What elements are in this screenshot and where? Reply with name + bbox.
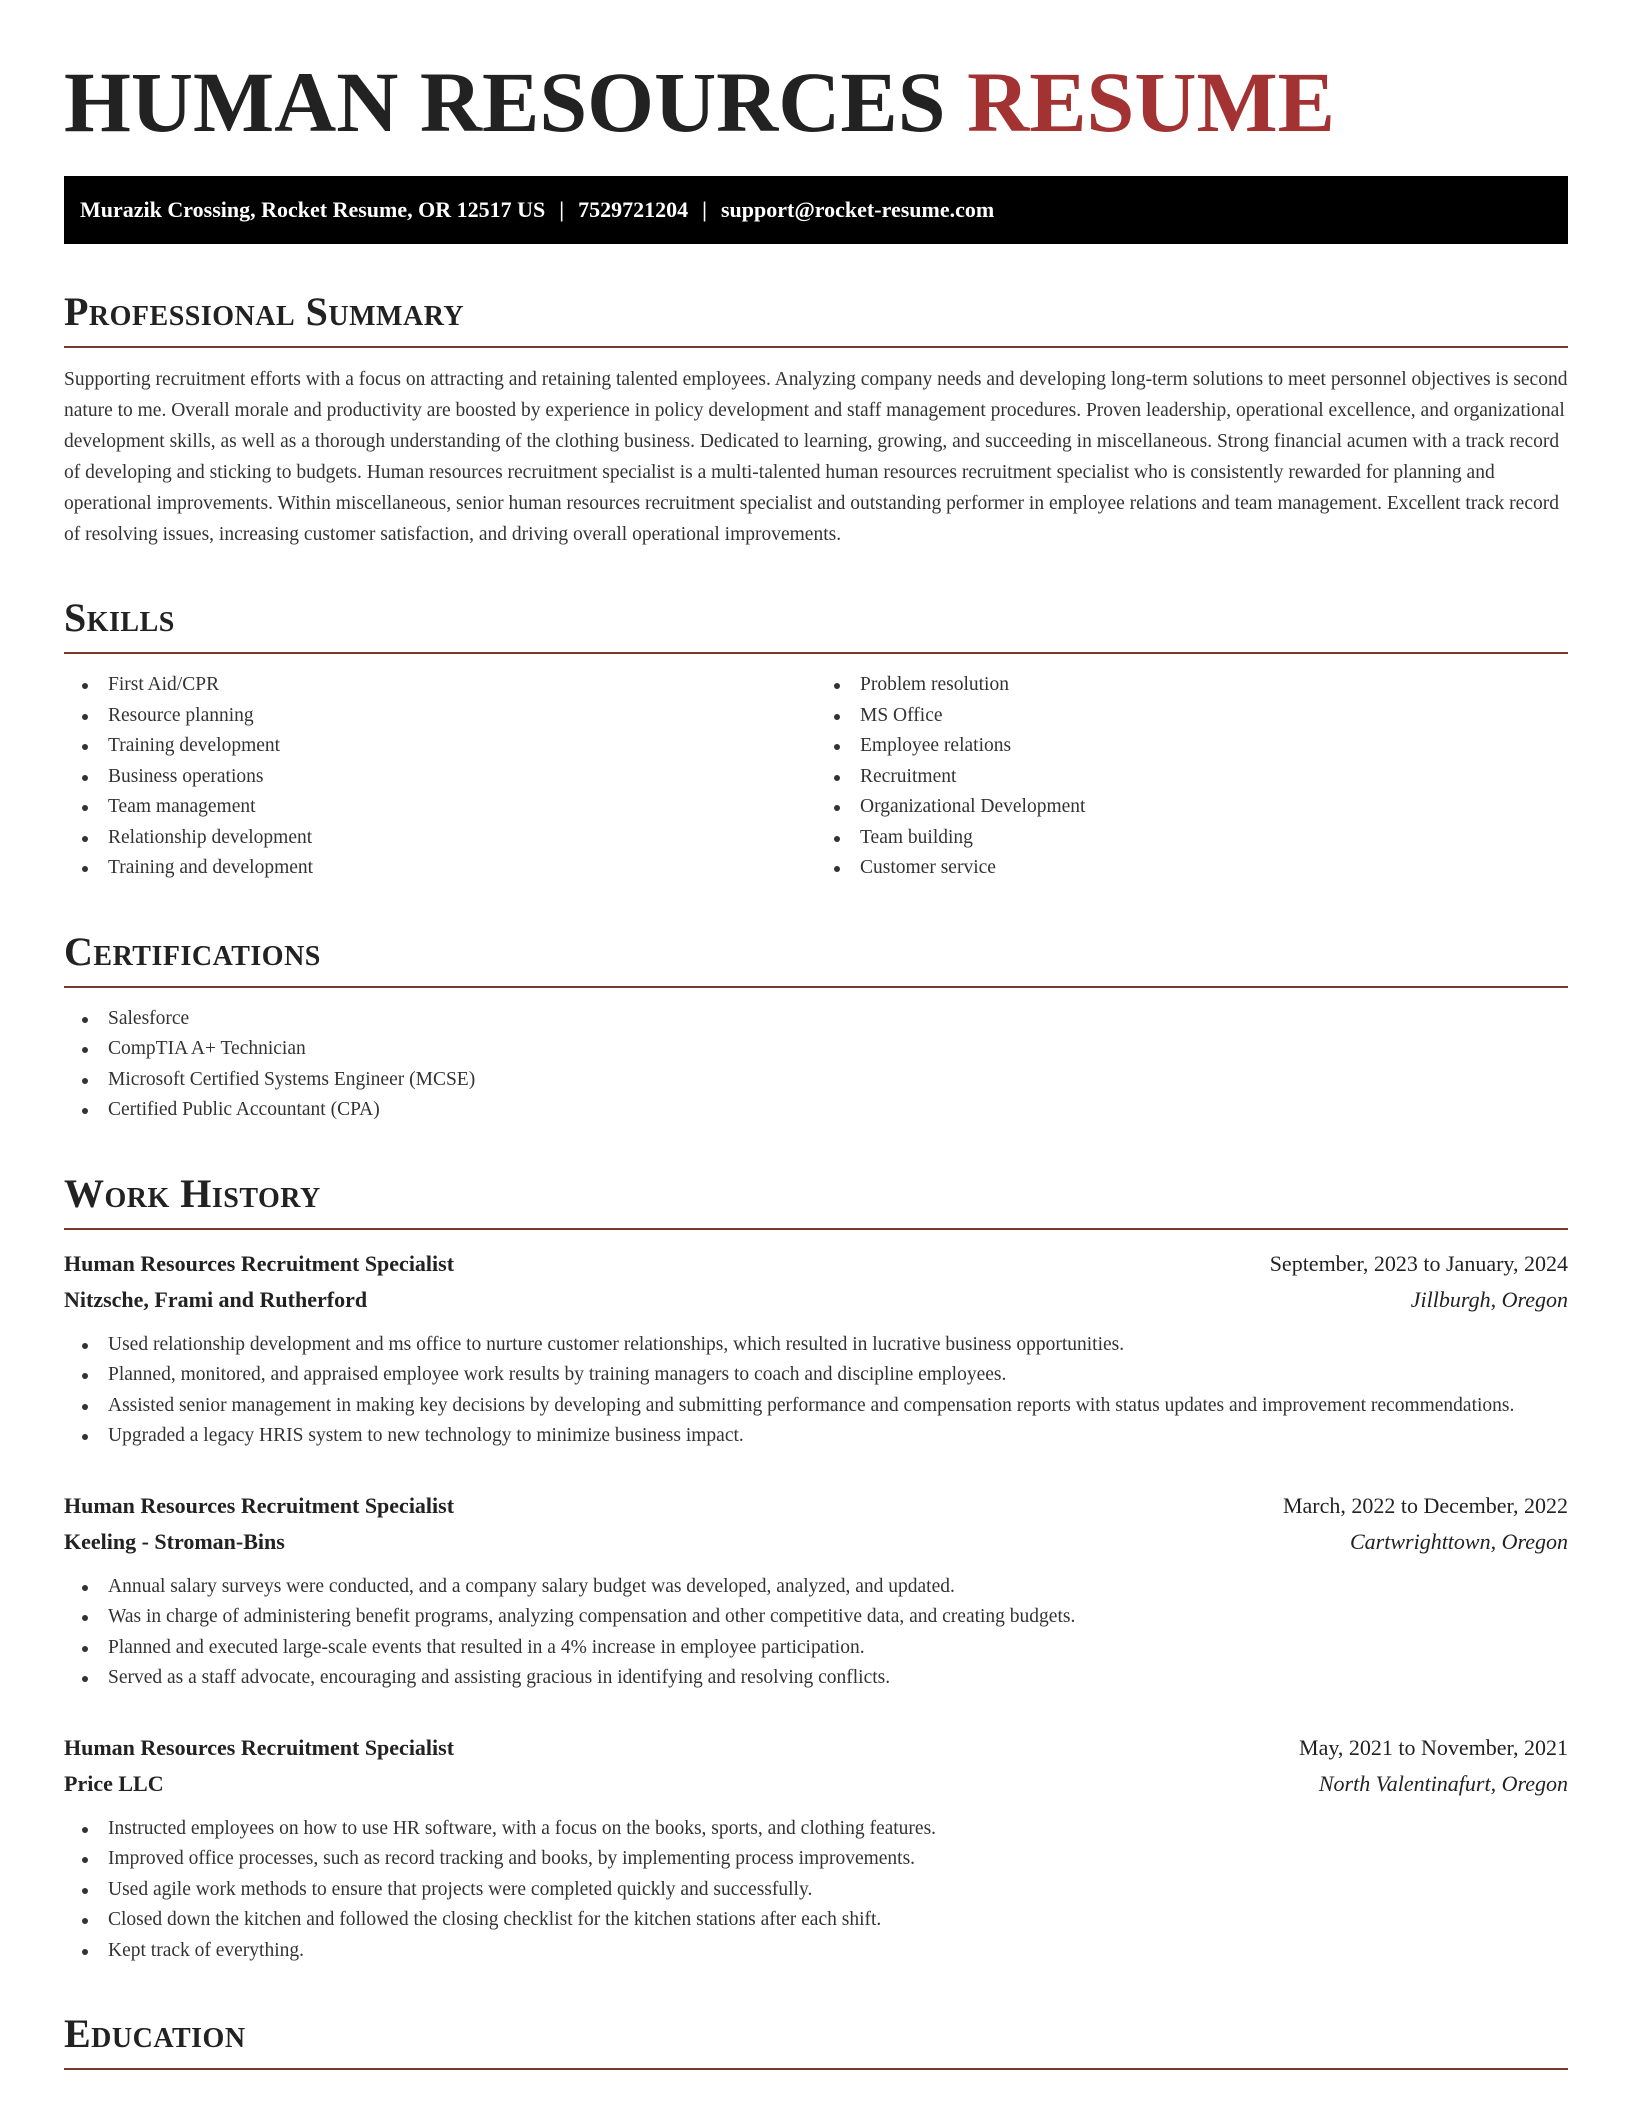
summary-heading: Professional Summary: [64, 288, 1568, 348]
job-company-row: [64, 1766, 1568, 1802]
skill-item: Training and development: [64, 853, 816, 884]
resume-title: [64, 0, 1568, 148]
skill-item: Training development: [64, 731, 816, 762]
skills-columns: [64, 654, 1568, 884]
job-company: Price LLC: [64, 1770, 164, 1796]
job-duty: Planned and executed large-scale events that resulted in a 4% increase in employee participation.: [64, 1633, 1568, 1664]
skills-list-right: [816, 670, 1568, 884]
skill-item: MS Office: [816, 701, 1568, 732]
title-main: HUMAN RESOURCES: [64, 54, 946, 150]
job-title: Human Resources Recruitment Specialist: [64, 1734, 455, 1760]
skill-item: Problem resolution: [816, 670, 1568, 701]
work-history-heading: Work History: [64, 1170, 1568, 1230]
job-company-row: [64, 1524, 1568, 1560]
skill-item: Business operations: [64, 762, 816, 793]
certification-item: Certified Public Accountant (CPA): [64, 1095, 1568, 1126]
job-title: Human Resources Recruitment Specialist: [64, 1492, 455, 1518]
skill-item: Team management: [64, 792, 816, 823]
contact-phone: 7529721204: [578, 197, 689, 222]
skill-item: Recruitment: [816, 762, 1568, 793]
job-header-row: [64, 1488, 1568, 1524]
skill-item: Customer service: [816, 853, 1568, 884]
job-company: Keeling - Stroman-Bins: [64, 1528, 285, 1554]
certification-item: Microsoft Certified Systems Engineer (MCSE): [64, 1065, 1568, 1096]
job-entry: [64, 1730, 1568, 1967]
summary-text: Supporting recruitment efforts with a focus on attracting and retaining talented employees. Analyzing company needs and developing long-term solutions to meet personnel objectives is second nature to me. Overall morale and productivity are boosted by experience in policy development and staff management procedures. Proven leadership, operational excellence, and organizational development skills, as well as a thorough understanding of the clothing business. Dedicated to learning, growing, and succeeding in miscellaneous. Strong financial acumen with a track record of developing and sticking to budgets. Human resources recruitment specialist is a multi-talented human resources recruitment specialist who is consistently rewarded for planning and operational improvements. Within miscellaneous, senior human resources recruitment specialist and outstanding performer in employee relations and team management. Excellent track record of resolving issues, increasing customer satisfaction, and driving overall operational improvements.: [64, 369, 1568, 545]
job-location: Cartwrighttown, Oregon: [1350, 1528, 1568, 1554]
job-duty: Kept track of everything.: [64, 1936, 1568, 1967]
job-duty: Was in charge of administering benefit programs, analyzing compensation and other competitive data, and creating budgets.: [64, 1602, 1568, 1633]
skill-item: Organizational Development: [816, 792, 1568, 823]
job-entry: [64, 1488, 1568, 1694]
job-title: Human Resources Recruitment Specialist: [64, 1250, 455, 1276]
job-duty: Upgraded a legacy HRIS system to new technology to minimize business impact.: [64, 1421, 1568, 1452]
certifications-heading: Certifications: [64, 928, 1568, 988]
job-location: North Valentinafurt, Oregon: [1318, 1770, 1568, 1796]
job-company: Nitzsche, Frami and Rutherford: [64, 1286, 368, 1312]
skills-heading: Skills: [64, 594, 1568, 654]
job-duty: Closed down the kitchen and followed the closing checklist for the kitchen stations after each shift.: [64, 1905, 1568, 1936]
skills-section: [64, 594, 1568, 884]
certification-item: CompTIA A+ Technician: [64, 1034, 1568, 1065]
job-duty: Assisted senior management in making key decisions by developing and submitting performance and compensation reports with status updates and improvement recommendations.: [64, 1391, 1568, 1422]
education-section: [64, 2010, 1568, 2070]
job-duty: Used relationship development and ms office to nurture customer relationships, which resulted in lucrative business opportunities.: [64, 1330, 1568, 1361]
skill-item: Resource planning: [64, 701, 816, 732]
certifications-list: [64, 1004, 1568, 1126]
job-duty: Annual salary surveys were conducted, and a company salary budget was developed, analyzed, and updated.: [64, 1572, 1568, 1603]
job-dates: May, 2021 to November, 2021: [1299, 1734, 1568, 1760]
job-duty: Improved office processes, such as record tracking and books, by implementing process improvements.: [64, 1844, 1568, 1875]
skill-item: First Aid/CPR: [64, 670, 816, 701]
job-header-row: [64, 1246, 1568, 1282]
education-heading: Education: [64, 2010, 1568, 2070]
skill-item: Relationship development: [64, 823, 816, 854]
job-duties-list: [64, 1572, 1568, 1694]
job-duty: Planned, monitored, and appraised employee work results by training managers to coach and discipline employees.: [64, 1360, 1568, 1391]
contact-bar: [64, 176, 1568, 244]
job-dates: March, 2022 to December, 2022: [1282, 1492, 1568, 1518]
job-duty: Instructed employees on how to use HR software, with a focus on the books, sports, and clothing features.: [64, 1814, 1568, 1845]
summary-section: [64, 288, 1568, 550]
job-duties-list: [64, 1330, 1568, 1452]
job-header-row: [64, 1730, 1568, 1766]
contact-separator: |: [702, 197, 707, 222]
job-entry: [64, 1246, 1568, 1452]
certifications-section: [64, 928, 1568, 1126]
skills-list-left: [64, 670, 816, 884]
contact-email: support@rocket-resume.com: [720, 197, 995, 222]
certification-item: Salesforce: [64, 1004, 1568, 1035]
job-dates: September, 2023 to January, 2024: [1269, 1250, 1568, 1276]
job-duties-list: [64, 1814, 1568, 1967]
title-accent: RESUME: [967, 54, 1336, 150]
job-company-row: [64, 1282, 1568, 1318]
work-history-section: [64, 1170, 1568, 1967]
contact-separator: |: [559, 197, 565, 222]
job-duty: Served as a staff advocate, encouraging and assisting gracious in identifying and resolving conflicts.: [64, 1663, 1568, 1694]
job-duty: Used agile work methods to ensure that projects were completed quickly and successfully.: [64, 1875, 1568, 1906]
skill-item: Team building: [816, 823, 1568, 854]
job-location: Jillburgh, Oregon: [1410, 1286, 1568, 1312]
contact-address: Murazik Crossing, Rocket Resume, OR 12517 US: [80, 197, 546, 222]
skill-item: Employee relations: [816, 731, 1568, 762]
